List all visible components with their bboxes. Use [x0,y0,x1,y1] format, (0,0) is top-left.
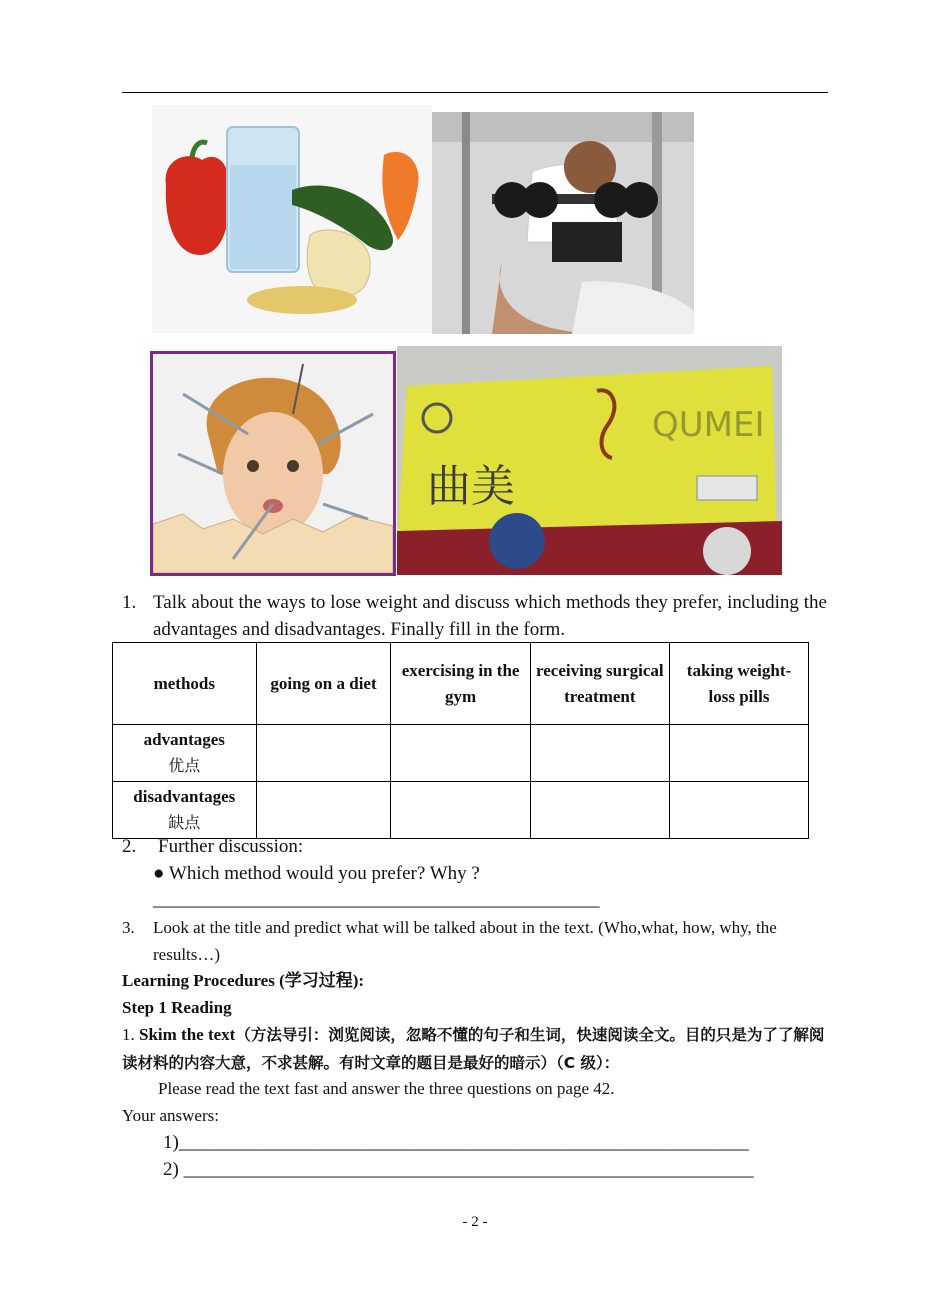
advantages-label-cn: 优点 [168,756,201,775]
learning-procedures-heading: Learning Procedures (学习过程): [122,971,365,990]
question-2-bullet: ● Which method would you prefer? Why ? [153,863,480,884]
table-header-row [113,643,809,725]
gym-image [432,112,694,334]
skim-number: 1. [122,1025,139,1044]
question-2-label: Further discussion: [158,836,304,857]
answer-line-2[interactable]: 2) ____________________________________________________________ [163,1159,754,1180]
row-label-advantages [113,725,257,782]
pills-brand-cn: 曲美 [427,461,515,512]
disadvantages-label-cn: 缺点 [168,813,201,832]
your-answers-label: Your answers: [122,1106,219,1125]
surgery-image [150,351,396,576]
table-cell[interactable] [669,725,808,782]
question-2-answer-line[interactable]: _______________________________________________ [153,889,600,910]
advantages-label: advantages [143,730,225,749]
pills-brand-en: QUMEI [652,405,765,445]
table-cell[interactable] [391,782,530,839]
header-rule [122,92,828,93]
question-3-number: 3. [122,918,135,937]
table-cell[interactable] [256,725,391,782]
row-label-disadvantages [113,782,257,839]
answer-line-1[interactable]: 1)____________________________________________________________ [163,1132,749,1153]
table-cell[interactable] [391,725,530,782]
table-cell[interactable] [256,782,391,839]
header-surgery: receiving surgical treatment [530,643,669,725]
header-diet: going on a diet [256,643,391,725]
question-3-text: Look at the title and predict what will be talked about in the text. (Who,what, how, why, the results…) [153,918,777,964]
methods-table [112,642,809,839]
header-methods: methods [113,643,257,725]
question-2-number: 2. [122,836,137,857]
table-row [113,725,809,782]
header-gym: exercising in the gym [391,643,530,725]
question-1-text: Talk about the ways to lose weight and discuss which methods they prefer, including the advantages and disadvantages. Finally fill in the form. [153,592,827,640]
page-number: - 2 - [462,1214,488,1230]
skim-title: Skim the text [139,1025,236,1044]
table-row [113,782,809,839]
disadvantages-label: disadvantages [133,787,236,806]
skim-note: （方法导引：浏览阅读，忽略不懂的句子和生词，快速阅读全文。目的只是为了了解阅读材料的内容大意，不求甚解。有时文章的题目是最好的暗示）（C 级）： [122,1026,825,1072]
reading-instruction: Please read the text fast and answer the three questions on page 42. [158,1079,615,1098]
table-cell[interactable] [669,782,808,839]
question-1-number: 1. [122,592,137,613]
table-cell[interactable] [530,782,669,839]
diet-image [152,105,432,333]
table-cell[interactable] [530,725,669,782]
pills-image [397,346,782,575]
step-1-heading: Step 1 Reading [122,998,232,1017]
header-pills: taking weight-loss pills [669,643,808,725]
skim-instruction [122,1021,830,1077]
